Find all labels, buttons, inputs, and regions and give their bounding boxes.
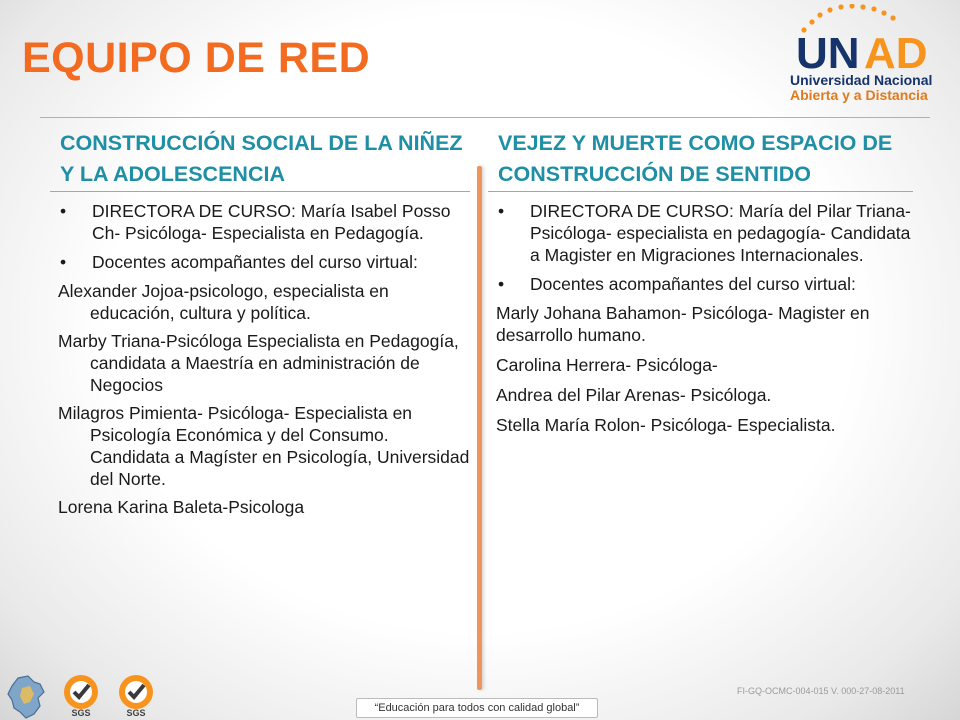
logo-mark-un: UN [796, 29, 860, 78]
slide-title: EQUIPO DE RED [22, 34, 371, 82]
badge-label: SGS [71, 708, 91, 718]
sgs-certification-badge-icon [113, 672, 159, 718]
footer-slogan: “Educación para todos con calidad global” [356, 698, 598, 718]
left-content [58, 200, 473, 518]
column-divider [477, 166, 482, 690]
left-bullet-docentes: • Docentes acompañantes del curso virtual: [58, 251, 473, 273]
badge-label: SGS [126, 708, 146, 718]
right-column [496, 128, 916, 444]
left-bullet-director: • DIRECTORA DE CURSO: María Isabel Posso Ch- Psicóloga- Especialista en Pedagogía. [58, 200, 473, 244]
left-entry: Marby Triana-Psicóloga Especialista en Pedagogía, candidata a Maestría en administración de Negocios [58, 331, 459, 395]
right-heading-rule [488, 191, 913, 192]
logo-line1: Universidad Nacional [790, 72, 933, 88]
right-entry: Stella María Rolon- Psicóloga- Especialista. [496, 415, 836, 435]
right-bullet-docentes: • Docentes acompañantes del curso virtual: [496, 273, 916, 295]
left-heading-rule [50, 191, 470, 192]
title-divider [40, 117, 930, 118]
left-column [58, 128, 473, 524]
right-bullet-director: • DIRECTORA DE CURSO: María del Pilar Triana- Psicóloga- especialista en pedagogía- Candidata a Magister en Migraciones Internacionales. [496, 200, 916, 266]
left-entry: Milagros Pimienta- Psicóloga- Especialista en Psicología Económica y del Consumo. Candidata a Magíster en Psicología, Universidad del Norte. [58, 403, 470, 489]
sgs-certification-badge-icon [58, 672, 104, 718]
document-code: FI-GQ-OCMC-004-015 V. 000-27-08-2011 [737, 686, 905, 696]
right-entry: Marly Johana Bahamon- Psicóloga- Magister en desarrollo humano. [496, 303, 870, 345]
logo-line2: Abierta y a Distancia [790, 87, 928, 103]
colombia-map-icon [4, 674, 48, 720]
right-heading: VEJEZ Y MUERTE COMO ESPACIO DE CONSTRUCCIÓN DE SENTIDO [498, 131, 893, 186]
right-entry: Andrea del Pilar Arenas- Psicóloga. [496, 385, 772, 405]
right-entry: Carolina Herrera- Psicóloga- [496, 355, 718, 375]
left-entry: Alexander Jojoa-psicologo, especialista en educación, cultura y política. [58, 281, 389, 323]
logo-mark-ad: AD [864, 29, 928, 78]
left-entry: Lorena Karina Baleta-Psicologa [58, 497, 305, 517]
left-heading: CONSTRUCCIÓN SOCIAL DE LA NIÑEZ Y LA ADOLESCENCIA [60, 131, 463, 186]
right-content [496, 200, 916, 436]
